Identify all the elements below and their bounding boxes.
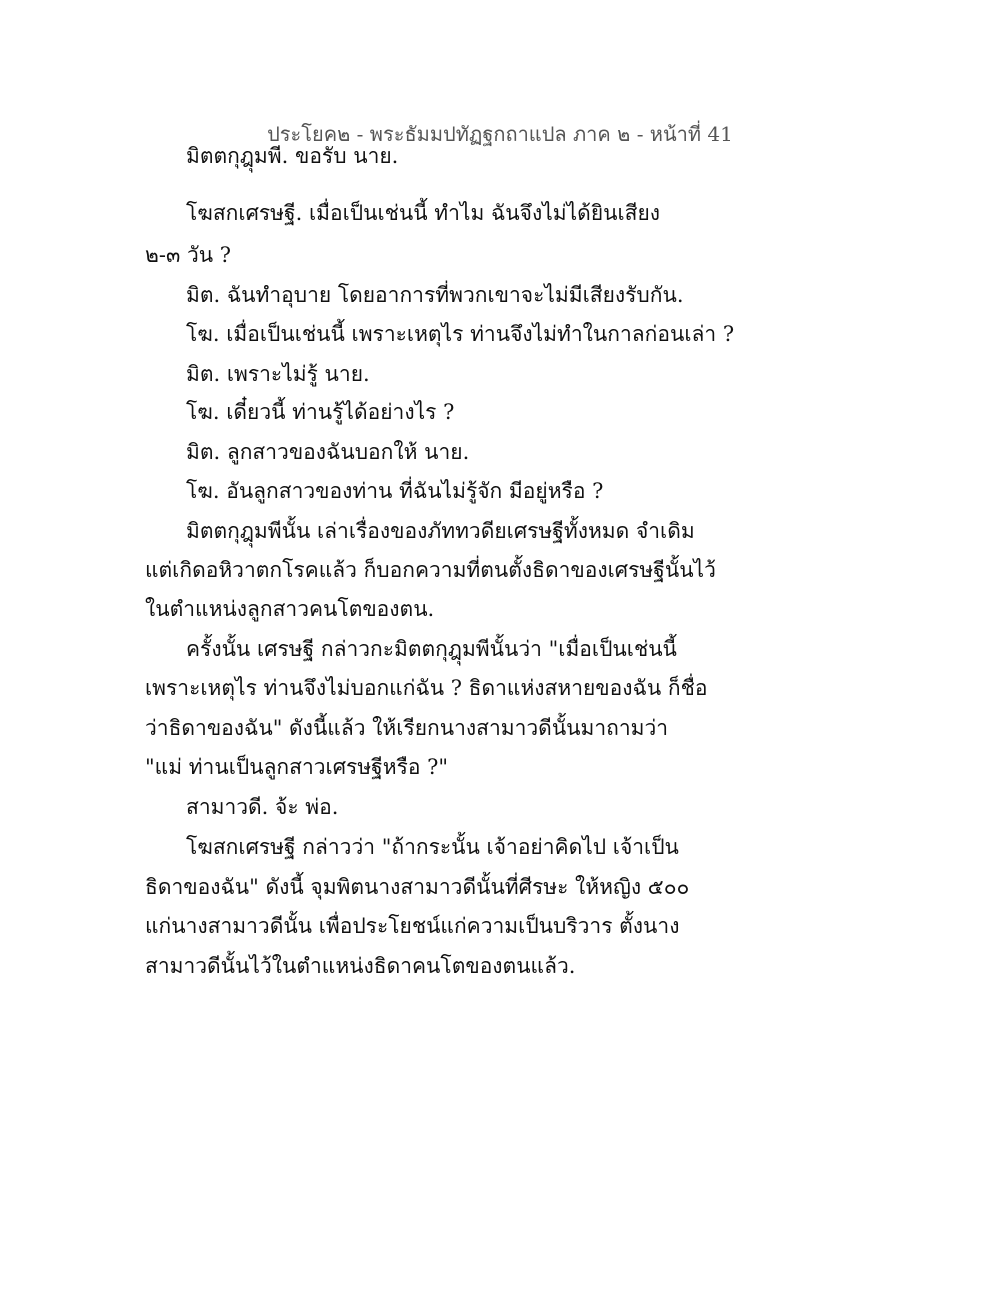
- text-line: สามาวดีนั้นไว้ในตำแหน่งธิดาคนโตของตนแล้ว.: [145, 954, 576, 978]
- text-line: มิต. ฉันทำอุบาย โดยอาการที่พวกเขาจะไม่มีเสียงรับกัน.: [186, 283, 684, 307]
- text-line: มิตตกุฎุมพีนั้น เล่าเรื่องของภัททวดียเศรษฐีทั้งหมด จำเดิม: [186, 519, 695, 543]
- text-line: "แม่ ท่านเป็นลูกสาวเศรษฐีหรือ ?": [145, 755, 449, 779]
- text-line: สามาวดี. จ้ะ พ่อ.: [186, 795, 339, 819]
- text-line: โฆสกเศรษฐี. เมื่อเป็นเช่นนี้ ทำไม ฉันจึงไม่ได้ยินเสียง: [186, 201, 661, 225]
- text-line: ครั้งนั้น เศรษฐี กล่าวกะมิตตกุฎุมพีนั้นว่า "เมื่อเป็นเช่นนี้: [186, 637, 677, 661]
- text-line: ธิดาของฉัน" ดังนี้ จุมพิตนางสามาวดีนั้นที่ศีรษะ ให้หญิง ๕๐๐: [145, 875, 690, 899]
- running-header-text: ประโยค๒ - พระธัมมปทัฏฐกถาแปล ภาค ๒ - หน้าที่ 41: [267, 122, 733, 146]
- text-line: ว่าธิดาของฉัน" ดังนี้แล้ว ให้เรียกนางสามาวดีนั้นมาถามว่า: [145, 716, 669, 740]
- text-line: มิต. ลูกสาวของฉันบอกให้ นาย.: [186, 440, 470, 464]
- text-line: ในตำแหน่งลูกสาวคนโตของตน.: [145, 597, 435, 621]
- text-line: โฆ. เดี๋ยวนี้ ท่านรู้ได้อย่างไร ?: [186, 400, 455, 424]
- text-line: โฆสกเศรษฐี กล่าวว่า "ถ้ากระนั้น เจ้าอย่าคิดไป เจ้าเป็น: [186, 835, 679, 859]
- text-line: ๒-๓ วัน ?: [145, 243, 232, 267]
- text-line: แต่เกิดอหิวาตกโรคแล้ว ก็บอกความที่ตนตั้งธิดาของเศรษฐีนั้นไว้: [145, 558, 716, 582]
- text-line: โฆ. เมื่อเป็นเช่นนี้ เพราะเหตุไร ท่านจึงไม่ทำในกาลก่อนเล่า ?: [186, 322, 735, 346]
- text-line: มิต. เพราะไม่รู้ นาย.: [186, 362, 370, 386]
- text-line: แก่นางสามาวดีนั้น เพื่อประโยชน์แก่ความเป็นบริวาร ตั้งนาง: [145, 914, 680, 938]
- text-line: มิตตกุฎุมพี. ขอรับ นาย.: [186, 144, 399, 168]
- text-line: โฆ. อันลูกสาวของท่าน ที่ฉันไม่รู้จัก มีอยู่หรือ ?: [186, 479, 604, 503]
- text-line: เพราะเหตุไร ท่านจึงไม่บอกแก่ฉัน ? ธิดาแห่งสหายของฉัน ก็ชื่อ: [145, 676, 708, 700]
